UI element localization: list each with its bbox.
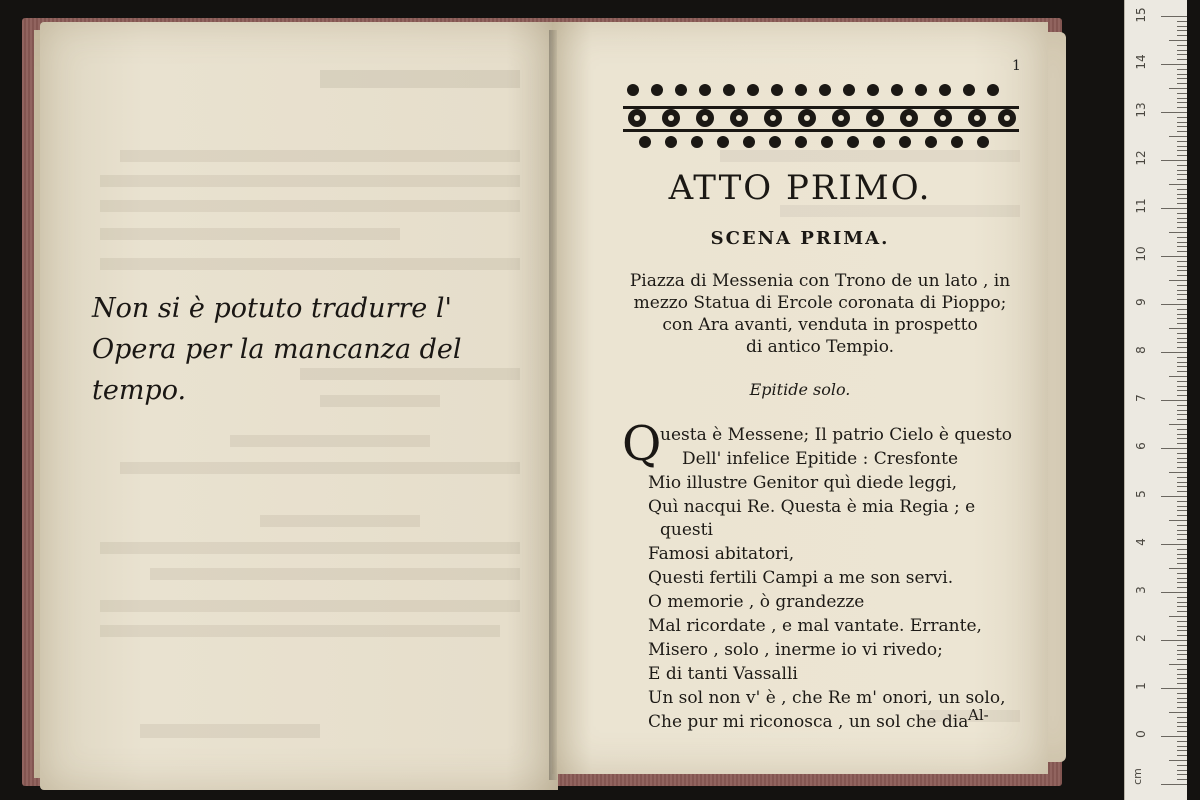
ruler-tick [1177,93,1187,94]
ruler-tick [1177,174,1187,175]
ruler-tick [1177,597,1187,598]
ruler-tick [1177,50,1187,51]
ruler-tick [1169,232,1187,233]
ruler-tick [1177,602,1187,603]
ruler-tick [1177,554,1187,555]
verse-line: Che pur mi riconosca , un sol che dia [648,712,969,732]
speaker-heading: Epitide solo. [749,380,851,399]
ruler-tick [1177,30,1187,31]
ruler-tick [1177,525,1187,526]
ruler-tick [1169,40,1187,41]
ruler-tick [1177,213,1187,214]
ruler-number: 10 [1134,246,1148,262]
verse-line: Dell' infelice Epitide : Cresfonte [682,449,959,469]
ruler-tick [1177,693,1187,694]
ruler-tick [1177,371,1187,372]
ruler-tick [1177,755,1187,756]
ruler-tick [1177,419,1187,420]
ruler-tick [1169,88,1187,89]
ruler-tick [1177,342,1187,343]
ruler-tick [1161,640,1187,641]
ruler-tick [1177,405,1187,406]
ruler-tick [1177,45,1187,46]
ruler-tick [1177,314,1187,315]
ruler-tick [1177,251,1187,252]
ruler-tick [1177,98,1187,99]
catchword: Al- [968,706,989,724]
ruler-tick [1177,126,1187,127]
ruler-tick [1177,510,1187,511]
ruler-tick [1177,626,1187,627]
ruler-tick [1161,688,1187,689]
ruler-tick [1169,328,1187,329]
ruler-tick [1177,194,1187,195]
ruler-tick [1177,54,1187,55]
ruler-tick [1177,294,1187,295]
ruler-tick [1177,285,1187,286]
ruler-tick [1177,515,1187,516]
ruler-tick [1177,683,1187,684]
book-gutter [549,30,557,780]
note-line: Opera per la mancanza del [92,334,462,365]
measuring-ruler [1124,0,1187,800]
ruler-tick [1177,270,1187,271]
setting-line: Piazza di Messenia con Trono de un lato , in [629,271,1011,291]
ruler-tick [1177,774,1187,775]
ruler-tick [1177,189,1187,190]
ruler-tick [1177,21,1187,22]
ruler-tick [1177,587,1187,588]
ruler-unit: cm [1130,768,1144,785]
ruler-tick [1177,645,1187,646]
ruler-number: 2 [1134,634,1148,642]
ruler-number: 3 [1134,586,1148,594]
setting-line: con Ara avanti, venduta in prospetto [662,315,978,335]
ruler-tick [1177,203,1187,204]
ruler-tick [1169,136,1187,137]
ruler-tick [1161,64,1187,65]
ruler-tick [1177,453,1187,454]
ruler-tick [1177,165,1187,166]
ruler-tick [1177,635,1187,636]
ruler-tick [1177,741,1187,742]
ruler-tick [1177,429,1187,430]
note-line: Non si è potuto tradurre l' [92,293,452,324]
ruler-tick [1177,357,1187,358]
ruler-tick [1177,573,1187,574]
ruler-tick [1177,35,1187,36]
ruler-tick [1169,184,1187,185]
ruler-number: 14 [1134,54,1148,70]
ruler-tick [1177,722,1187,723]
ruler-number: 6 [1134,442,1148,450]
ruler-tick [1177,83,1187,84]
ruler-tick [1161,16,1187,17]
ruler-tick [1177,155,1187,156]
ruler-tick [1177,218,1187,219]
ruler-tick [1161,160,1187,161]
ruler-tick [1177,669,1187,670]
ruler-tick [1161,112,1187,113]
ruler-tick [1177,117,1187,118]
ruler-tick [1177,198,1187,199]
ruler-tick [1177,78,1187,79]
ruler-tick [1177,170,1187,171]
ruler-tick [1177,462,1187,463]
ruler-tick [1177,726,1187,727]
ruler-tick [1177,122,1187,123]
verse-line: questi [660,520,713,540]
ruler-tick [1177,467,1187,468]
ruler-tick [1177,290,1187,291]
scene-title: SCENA PRIMA. [710,228,890,249]
ruler-number: 4 [1134,538,1148,546]
ruler-tick [1177,506,1187,507]
ruler-number: 11 [1134,198,1148,214]
ruler-tick [1177,299,1187,300]
setting-line: mezzo Statua di Ercole coronata di Pioppo; [633,293,1007,313]
ruler-tick [1177,779,1187,780]
ruler-tick [1177,491,1187,492]
ruler-number: 9 [1134,298,1148,306]
ruler-tick [1177,347,1187,348]
ruler-tick [1177,227,1187,228]
ruler-tick [1161,592,1187,593]
ruler-tick [1177,674,1187,675]
ruler-tick [1177,578,1187,579]
ruler-tick [1169,520,1187,521]
verse-line: Misero , solo , inerme io vi rivedo; [648,640,943,660]
ruler-tick [1177,390,1187,391]
ruler-tick [1177,698,1187,699]
scene-setting [600,270,1040,358]
ruler-tick [1177,395,1187,396]
ruler-tick [1161,400,1187,401]
ruler-tick [1177,362,1187,363]
ruler-tick [1169,664,1187,665]
ruler-tick [1177,102,1187,103]
ruler-tick [1177,702,1187,703]
ruler-tick [1177,179,1187,180]
ruler-tick [1177,750,1187,751]
drop-cap: Q [622,416,662,472]
ruler-tick [1177,74,1187,75]
ruler-tick [1177,611,1187,612]
ruler-tick [1177,654,1187,655]
ruler-tick [1177,318,1187,319]
ruler-tick [1177,549,1187,550]
verse-line: O memorie , ò grandezze [648,592,865,612]
ruler-tick [1177,146,1187,147]
ruler-tick [1177,606,1187,607]
ruler-tick [1177,731,1187,732]
ruler-tick [1177,107,1187,108]
ruler-tick [1177,414,1187,415]
ruler-tick [1177,26,1187,27]
ruler-tick [1177,309,1187,310]
ruler-tick [1177,530,1187,531]
ruler-tick [1177,323,1187,324]
ruler-tick [1177,438,1187,439]
ruler-tick [1177,539,1187,540]
ruler-tick [1177,338,1187,339]
ruler-tick [1169,568,1187,569]
ruler-tick [1177,275,1187,276]
ruler-tick [1177,242,1187,243]
ruler-tick [1177,386,1187,387]
note-line: tempo. [92,375,187,406]
verse-line: Un sol non v' è , che Re m' onori, un solo, [648,688,1006,708]
ruler-tick [1177,381,1187,382]
verse-line: E di tanti Vassalli [648,664,798,684]
setting-line: di antico Tempio. [745,337,895,357]
ruler-tick [1161,544,1187,545]
printers-ornament [623,78,1019,152]
ruler-tick [1177,222,1187,223]
ruler-tick [1177,246,1187,247]
ruler-tick [1177,333,1187,334]
ruler-tick [1161,304,1187,305]
verse-line: uesta è Messene; Il patrio Cielo è questo [660,425,1013,445]
ruler-tick [1177,678,1187,679]
ruler-tick [1169,760,1187,761]
verse-line: Questi fertili Campi a me son servi. [648,568,954,588]
act-title: ATTO PRIMO. [668,168,932,208]
ruler-number: 5 [1134,490,1148,498]
ruler-tick [1177,366,1187,367]
ruler-tick [1177,486,1187,487]
ruler-tick [1161,448,1187,449]
ruler-number: 8 [1134,346,1148,354]
handwritten-note [92,288,522,411]
ruler-tick [1177,563,1187,564]
ruler-number: 1 [1134,682,1148,690]
ruler-tick [1177,131,1187,132]
ruler-number: 13 [1134,102,1148,118]
ruler-tick [1177,558,1187,559]
ruler-tick [1161,352,1187,353]
ruler-number: 7 [1134,394,1148,402]
ruler-tick [1177,534,1187,535]
verse-line: Famosi abitatori, [648,544,795,564]
ruler-tick [1177,630,1187,631]
ruler-tick [1177,434,1187,435]
ruler-tick [1177,458,1187,459]
ruler-tick [1169,376,1187,377]
ruler-number: 12 [1134,150,1148,166]
ruler-tick [1177,770,1187,771]
ruler-tick [1169,472,1187,473]
ruler-tick [1177,707,1187,708]
ruler-tick [1169,616,1187,617]
ruler-number: 15 [1134,7,1148,23]
ruler-tick [1161,784,1187,785]
ruler-tick [1177,141,1187,142]
ruler-tick [1161,736,1187,737]
ruler-tick [1169,712,1187,713]
ruler-tick [1177,261,1187,262]
ruler-tick [1177,410,1187,411]
ruler-tick [1177,150,1187,151]
ruler-tick [1177,266,1187,267]
ruler-tick [1161,496,1187,497]
ruler-tick [1177,59,1187,60]
ruler-tick [1177,237,1187,238]
ruler-tick [1177,582,1187,583]
ruler-tick [1177,621,1187,622]
ruler-tick [1177,477,1187,478]
ruler-tick [1177,746,1187,747]
ruler-tick [1177,69,1187,70]
ruler-tick [1177,650,1187,651]
verse-line: Mal ricordate , e mal vantate. Errante, [648,616,982,636]
ruler-tick [1161,208,1187,209]
verse-line: Mio illustre Genitor quì diede leggi, [648,473,958,493]
ruler-tick [1177,501,1187,502]
ruler-tick [1169,280,1187,281]
verse-line: Quì nacqui Re. Questa è mia Regia ; e [648,497,976,517]
ruler-tick [1177,443,1187,444]
ruler-tick [1161,256,1187,257]
ruler-tick [1177,482,1187,483]
page-number: 1 [1012,58,1021,74]
ruler-tick [1169,424,1187,425]
ruler-tick [1177,765,1187,766]
ruler-tick [1177,717,1187,718]
ruler-tick [1177,659,1187,660]
ruler-number: 0 [1134,730,1148,738]
